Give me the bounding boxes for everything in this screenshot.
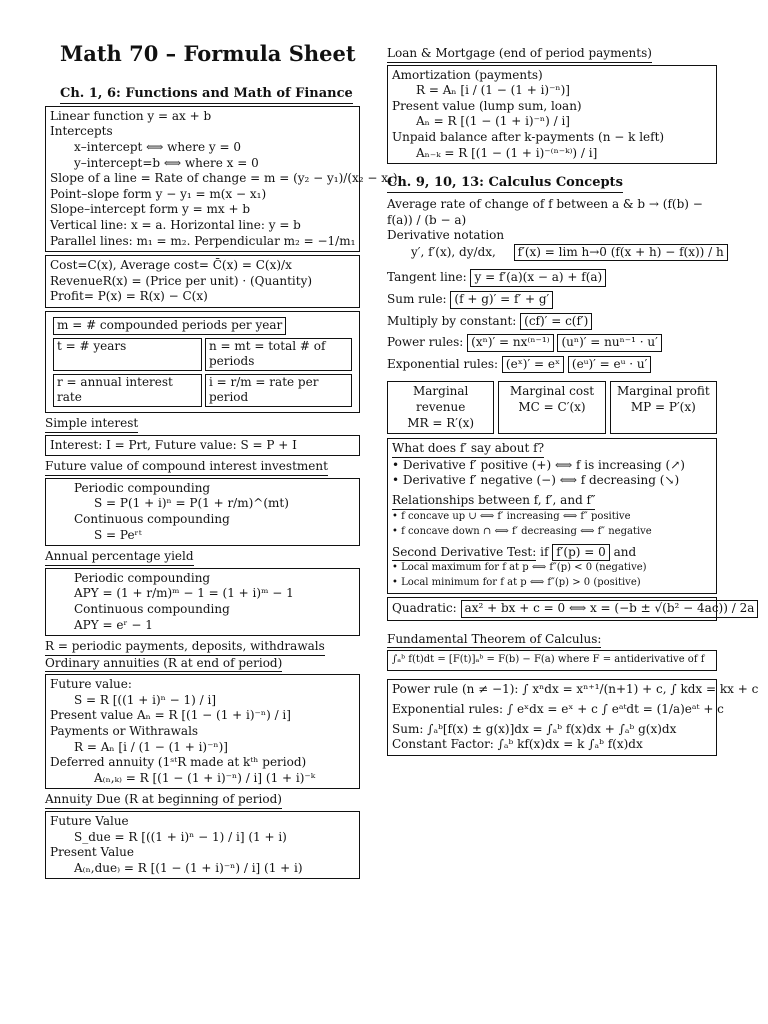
formula-line: Present Value [50, 845, 134, 860]
marginal-name: Marginal profit [616, 384, 710, 399]
marginal-boxes [387, 381, 717, 434]
definition-r: r = annual interest rate [53, 374, 202, 407]
left-column [45, 86, 398, 882]
sum-rule-label: Sum rule: [387, 292, 447, 307]
formula-line: Slope–intercept form y = mx + b [50, 202, 251, 217]
formula-line: Future value: [50, 677, 132, 692]
marginal-profit-box [610, 381, 717, 434]
ftc-box [387, 650, 717, 671]
formula-line: APY = eʳ − 1 [74, 617, 153, 632]
formula-line: Future Value [50, 814, 129, 829]
marginal-cost-box [498, 381, 605, 434]
formula-line: Interest: I = Prt, Future value: S = P + I [50, 437, 297, 452]
formula-line: Linear function y = ax + b [50, 108, 212, 123]
formula-line: Power rule (n ≠ −1): ∫ xⁿdx = xⁿ⁺¹/(n+1) + c, ∫ kdx = kx + c [392, 682, 759, 697]
formula-line: Continuous compounding [74, 511, 230, 526]
definition-m: m = # compounded periods per year [53, 317, 286, 335]
formula-line: Slope of a line = Rate of change = m = (y₂ − y₁)/(x₂ − x₁) [50, 171, 398, 186]
marginal-name: Marginal revenue [412, 384, 469, 414]
second-derivative-test-row [392, 544, 712, 562]
power-rules-row [387, 334, 717, 352]
exponential-rules-row [387, 356, 717, 374]
exponential-rules-label: Exponential rules: [387, 356, 499, 371]
bullet-line: • Local maximum for f at p ⟺ f″(p) < 0 (negative) [392, 561, 712, 576]
formula-line: Periodic compounding [74, 480, 211, 495]
chain-power-rule-formula: (uⁿ)′ = nuⁿ⁻¹ · u′ [557, 334, 661, 352]
ftc-formula: ∫ₐᵇ f(t)dt = [F(t)]ₐᵇ = F(b) − F(a) where F = antiderivative of f [392, 654, 705, 666]
formula-line: x–intercept ⟺ where y = 0 [74, 140, 242, 155]
sdt-and: and [613, 544, 637, 559]
apy-heading: Annual percentage yield [45, 549, 194, 566]
integration-rules-box [387, 679, 759, 755]
formula-line: R = Aₙ [i / (1 − (1 + i)⁻ⁿ)] [74, 739, 228, 754]
power-rule-formula: (xⁿ)′ = nx⁽ⁿ⁻¹⁾ [467, 334, 553, 352]
bullet-line: • Derivative f′ positive (+) ⟺ f is increasing (↗) [392, 458, 712, 474]
functions-box [45, 106, 398, 252]
formula-line: Parallel lines: m₁ = m₂. Perpendicular m₂ = −1/m₁ [50, 233, 356, 248]
formula-line: R = Aₙ [i / (1 − (1 + i)⁻ⁿ)] [416, 83, 570, 98]
loan-mortgage-box [387, 65, 717, 165]
marginal-formula: MR = R′(x) [407, 415, 475, 430]
page-title: Math 70 – Formula Sheet [60, 41, 356, 66]
quadratic-label: Quadratic: [392, 601, 457, 616]
section-heading-finance: Ch. 1, 6: Functions and Math of Finance [60, 86, 353, 104]
marginal-name: Marginal cost [509, 384, 595, 399]
formula-line: A₍ₙ,ₖ₎ = R [(1 − (1 + i)⁻ⁿ) / i] (1 + i)⁻ᵏ [94, 770, 316, 785]
simple-interest-box [45, 435, 360, 457]
ordinary-annuities-box [45, 674, 360, 789]
formula-line: Amortization (payments) [392, 67, 543, 82]
quadratic-row [392, 600, 755, 618]
derivative-limit-definition: f′(x) = lim h→0 (f(x + h) − f(x)) / h [514, 244, 728, 262]
ftc-heading: Fundamental Theorem of Calculus: [387, 632, 601, 649]
formula-line: Payments or Withrawals [50, 724, 199, 739]
formula-line: A₍ₙ,due₎ = R [(1 − (1 + i)⁻ⁿ) / i] (1 + i) [74, 860, 303, 875]
formula-line: Aₙ = R [(1 − (1 + i)⁻ⁿ) / i] [416, 114, 570, 129]
sum-rule-formula: (f + g)′ = f′ + g′ [450, 291, 553, 309]
formula-line: Point–slope form y − y₁ = m(x − x₁) [50, 186, 267, 201]
marginal-formula: MC = C′(x) [518, 399, 586, 414]
quadratic-formula: ax² + bx + c = 0 ⟺ x = (−b ± √(b² − 4ac)) / 2a [461, 600, 759, 618]
constant-rule-label: Multiply by constant: [387, 313, 517, 328]
tangent-label: Tangent line: [387, 270, 467, 285]
derivative-forms: y′, f′(x), dy/dx, [411, 244, 496, 259]
periodic-payments-definition: R = periodic payments, deposits, withdrawals [45, 639, 325, 656]
tangent-line-row [387, 269, 717, 287]
formula-line: Exponential rules: ∫ eˣdx = eˣ + c ∫ eᵃᵗdt = (1/a)eᵃᵗ + c [392, 701, 724, 716]
tangent-formula: y = f′(a)(x − a) + f(a) [470, 269, 606, 287]
formula-line: Present value Aₙ = R [(1 − (1 + i)⁻ⁿ) / i] [50, 708, 291, 723]
marginal-revenue-box [387, 381, 494, 434]
formula-line: Deferred annuity (1ˢᵗR made at kᵗʰ period) [50, 755, 307, 770]
formula-line: Aₙ₋ₖ = R [(1 − (1 + i)⁻⁽ⁿ⁻ᵏ⁾) / i] [416, 145, 598, 160]
definition-n: n = mt = total # of periods [205, 338, 352, 371]
section-heading-calculus: Ch. 9, 10, 13: Calculus Concepts [387, 175, 623, 193]
formula-line: S = R [((1 + i)ⁿ − 1) / i] [74, 692, 217, 707]
formula-line: Continuous compounding [74, 601, 230, 616]
formula-line: Unpaid balance after k-payments (n − k left) [392, 129, 665, 144]
formula-line: Cost=C(x), Average cost= C̄(x) = C(x)/x [50, 258, 292, 273]
formula-line: S_due = R [((1 + i)ⁿ − 1) / i] (1 + i) [74, 829, 287, 844]
formula-line: Intercepts [50, 124, 113, 139]
constant-rule-row [387, 313, 717, 331]
sum-rule-row [387, 291, 717, 309]
future-value-heading: Future value of compound interest investment [45, 459, 328, 476]
formula-line: Periodic compounding [74, 570, 211, 585]
derivative-notation-line [387, 244, 724, 262]
formula-line: Profit= P(x) = R(x) − C(x) [50, 289, 208, 304]
fprime-heading: What does f′ say about f? [392, 441, 544, 458]
average-rate-line: Average rate of change of f between a & b → (f(b) − f(a)) / (b − a) [387, 197, 703, 227]
simple-interest-heading: Simple interest [45, 416, 138, 433]
formula-line: Vertical line: x = a. Horizontal line: y = b [50, 218, 301, 233]
future-value-box [45, 478, 360, 546]
annuity-due-box [45, 811, 360, 879]
annuity-due-heading: Annuity Due (R at beginning of period) [45, 792, 282, 809]
ordinary-annuities-heading: Ordinary annuities (R at end of period) [45, 656, 282, 673]
formula-line: RevenueR(x) = (Price per unit) · (Quantity) [50, 273, 313, 288]
apy-box [45, 568, 360, 636]
loan-mortgage-heading: Loan & Mortgage (end of period payments) [387, 46, 652, 63]
sdt-condition: f′(p) = 0 [552, 544, 610, 562]
power-rules-label: Power rules: [387, 335, 464, 350]
formula-line: y–intercept=b ⟺ where x = 0 [74, 155, 259, 170]
bullet-line: • Derivative f′ negative (−) ⟺ f decreasing (↘) [392, 473, 712, 489]
sdt-if: if [540, 544, 549, 559]
exponential-rule-formula: (eˣ)′ = eˣ [502, 356, 564, 374]
bullet-line: • f concave up ∪ ⟺ f′ increasing ⟺ f″ positive [392, 510, 712, 525]
derivative-notation-label: Derivative notation [387, 228, 505, 243]
definition-i: i = r/m = rate per period [205, 374, 352, 407]
derivative-meaning-box [387, 438, 717, 594]
right-column [387, 46, 759, 759]
bullet-line: • Local minimum for f at p ⟺ f″(p) > 0 (positive) [392, 576, 712, 591]
formula-line: Sum: ∫ₐᵇ[f(x) ± g(x)]dx = ∫ₐᵇ f(x)dx + ∫ₐᵇ g(x)dx [392, 721, 677, 736]
formula-line: S = Peʳᵗ [94, 527, 142, 542]
relationships-heading: Relationships between f, f′, and f″ [392, 493, 595, 510]
second-derivative-test-heading: Second Derivative Test: [392, 545, 536, 562]
constant-rule-formula: (cf)′ = c(f′) [520, 313, 592, 331]
formula-line: APY = (1 + r/m)ᵐ − 1 = (1 + i)ᵐ − 1 [74, 586, 294, 601]
definition-t: t = # years [53, 338, 202, 371]
marginal-formula: MP = P′(x) [630, 399, 696, 414]
quadratic-box [387, 597, 755, 621]
interest-definitions-box [45, 311, 360, 413]
cost-box [45, 255, 360, 308]
formula-line: Present value (lump sum, loan) [392, 98, 582, 113]
chain-exponential-rule-formula: (eᵘ)′ = eᵘ · u′ [568, 356, 651, 374]
bullet-line: • f concave down ∩ ⟺ f′ decreasing ⟺ f″ negative [392, 525, 712, 540]
formula-line: Constant Factor: ∫ₐᵇ kf(x)dx = k ∫ₐᵇ f(x)dx [392, 737, 643, 752]
formula-line: S = P(1 + i)ⁿ = P(1 + r/m)^(mt) [94, 496, 289, 511]
